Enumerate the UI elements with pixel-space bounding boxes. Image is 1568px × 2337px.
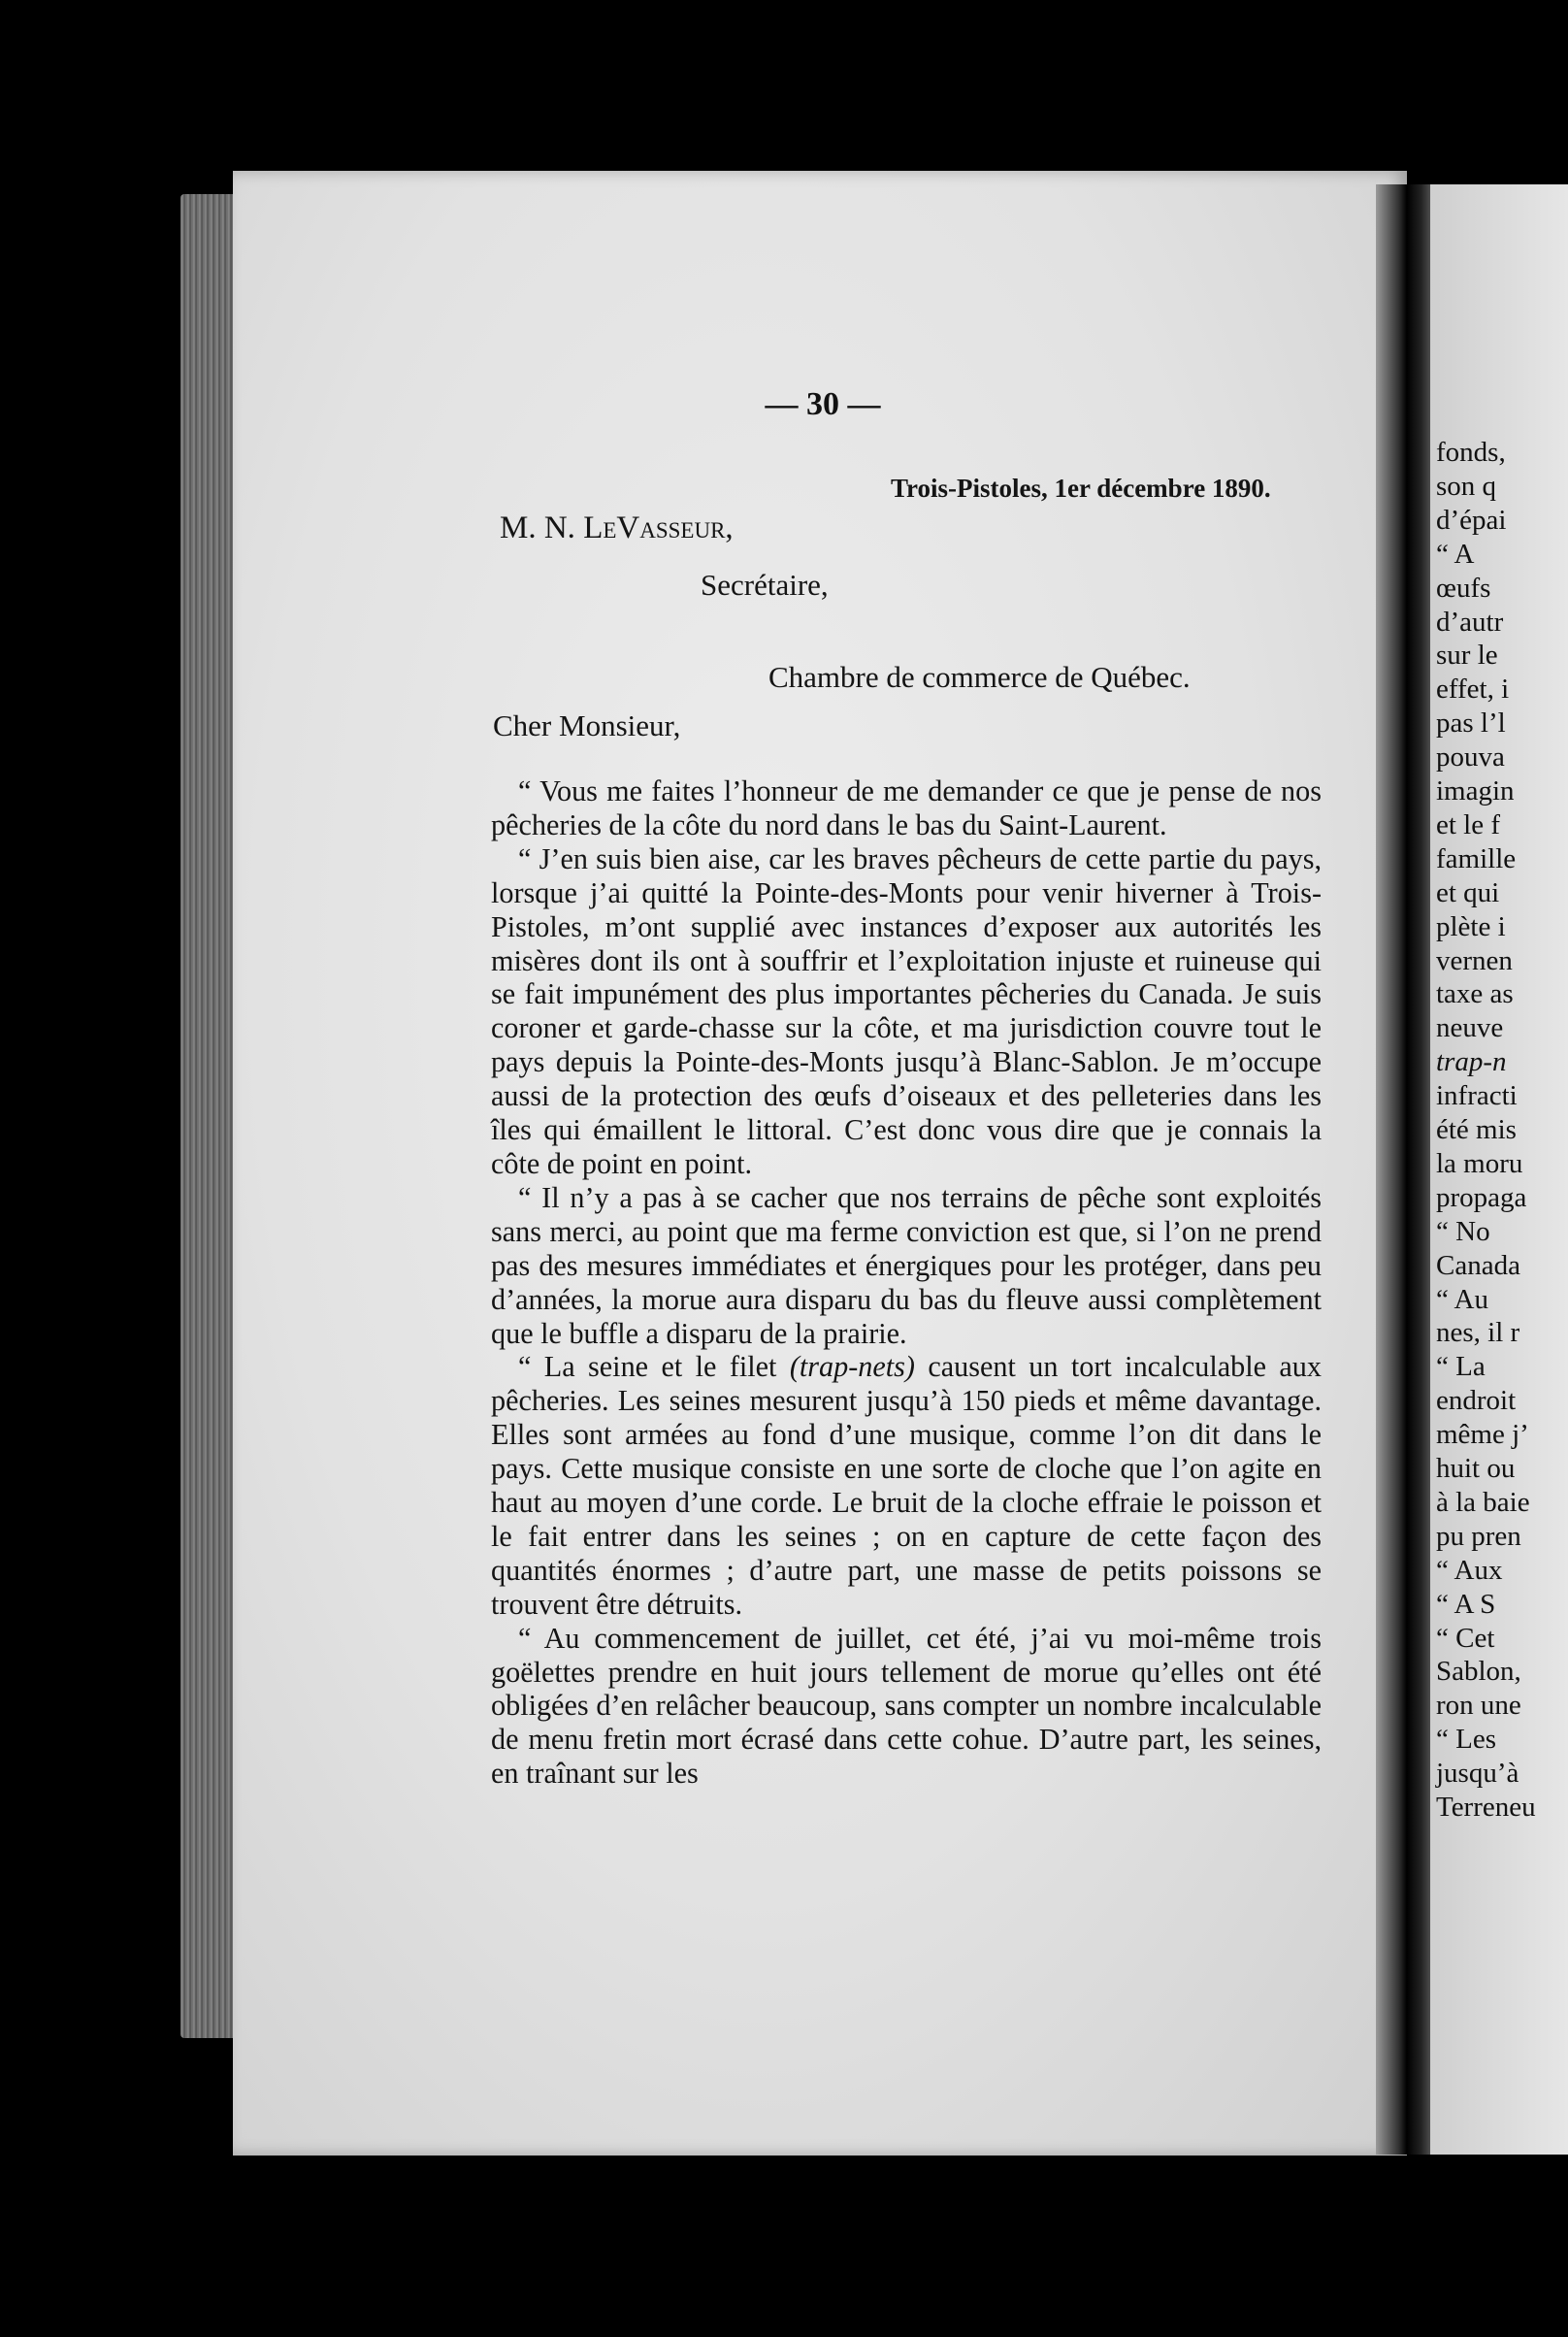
facing-page-fragment: sur le [1436,640,1498,672]
facing-page-fragment: “ Aux [1436,1554,1503,1586]
facing-page-fragment: propaga [1436,1181,1527,1213]
facing-page-fragment: Canada [1436,1249,1520,1281]
facing-page-fragment: taxe as [1436,978,1514,1010]
facing-page-fragment: et qui [1436,876,1500,908]
facing-page-fragment: “ Au [1436,1283,1488,1315]
facing-page-fragment: “ A S [1436,1588,1496,1620]
book-gutter [1376,184,1432,2155]
facing-page-fragment: famille [1436,842,1517,874]
facing-page-fragment: d’autr [1436,606,1504,638]
facing-page-fragment: ron une [1436,1690,1521,1722]
addressee-organization: Chambre de commerce de Québec. [768,660,1191,694]
facing-page-fragment: infracti [1436,1080,1518,1112]
facing-page-fragment: nes, il r [1436,1317,1520,1349]
facing-page-fragment: fonds, [1436,437,1506,468]
facing-page-fragment: jusqu’à [1436,1758,1519,1790]
facing-page-fragment: “ Les [1436,1724,1496,1756]
dateline: Trois-Pistoles, 1er décembre 1890. [891,474,1271,503]
italic-term: (trap-nets) [789,1350,915,1384]
facing-page [1430,184,1568,2155]
facing-page-fragment: “ A [1436,538,1475,570]
page-number: — 30 — [765,386,881,422]
facing-page-fragment: et le f [1436,808,1501,840]
salutation: Cher Monsieur, [493,708,681,742]
paragraph-text: “ La seine et le filet [518,1350,790,1384]
facing-page-fragment: plète i [1436,910,1506,942]
facing-page-fragment: huit ou [1436,1453,1516,1484]
facing-page-fragment: pas l’l [1436,708,1506,740]
addressee [500,510,734,547]
facing-page-fragment: Terreneu [1436,1792,1536,1823]
facing-page-fragment: Sablon, [1436,1656,1521,1688]
paragraph-text: causent un tort incalculable aux pêcheries. Les seines mesurent jusqu’à 150 pieds et même davantage. Elles sont armées au fond d’une musique, comme l’on dit dans le pays. Cette musique consiste en une sorte de cloche que l’on agite en haut au moyen d’une corde. Le bruit de la cloche effraie le poisson et le fait entrer dans les seines ; on en capture de cette façon des quantités énormes ; d’autre part, une masse de petits poissons se trouvent être détruits. [491,1350,1322,1621]
paragraph: “ Vous me faites l’honneur de me demander ce que je pense de nos pêcheries de la côte du nord dans le bas du Saint-Laurent. [491,774,1322,841]
addressee-title: Secrétaire, [701,568,829,602]
paragraph: “ Il n’y a pas à se cacher que nos terrains de pêche sont exploités sans merci, au point que ma ferme conviction est que, si l’on ne prend pas des mesures immédiates et énergiques pour les protéger, dans peu d’années, la morue aura disparu du bas du fleuve aussi complètement que le buffle a disparu de la prairie. [491,1180,1322,1350]
facing-page-fragment: neuve [1436,1012,1504,1044]
facing-page-fragment: “ No [1436,1215,1490,1247]
facing-page-fragment: effet, i [1436,674,1510,706]
facing-page-fragment: d’épai [1436,504,1507,536]
facing-page-fragment: œufs [1436,572,1491,604]
page-edge [180,194,239,2038]
facing-page-fragment: trap-n [1436,1046,1507,1078]
addressee-prefix: M. N. [500,510,584,545]
facing-page-fragment: à la baie [1436,1486,1530,1518]
facing-page-fragment: “ Cet [1436,1622,1495,1654]
paragraph: “ J’en suis bien aise, car les braves pêcheurs de cette partie du pays, lorsque j’ai quitté la Pointe-des-Monts pour venir hiverner à Trois-Pistoles, m’ont supplié avec instances d’exposer aux autorités les misères dont ils ont à souffrir et l’exploitation injuste et ruineuse qui se fait impunément des plus importantes pêcheries du Canada. Je suis coroner et garde-chasse sur la côte, et ma jurisdiction couvre tout le pays depuis la Pointe-des-Monts jusqu’à Blanc-Sablon. Je m’occupe aussi de la protection des œufs d’oiseaux et des pelleteries dans les îles qui émaillent le littoral. C’est donc vous dire que je connais la côte de point en point. [491,841,1322,1180]
facing-page-fragment: son q [1436,470,1497,502]
facing-page-fragment: pu pren [1436,1520,1521,1552]
letter-body [491,774,1322,1791]
facing-page-fragment: même j’ [1436,1419,1529,1451]
facing-page-fragment: “ La [1436,1351,1486,1383]
facing-page-fragment: été mis [1436,1114,1517,1145]
paragraph [491,1350,1322,1621]
facing-page-fragment: la moru [1436,1147,1523,1179]
paragraph: “ Au commencement de juillet, cet été, j’ai vu moi-même trois goëlettes prendre en huit jours tellement de morue qu’elles ont été obligées d’en relâcher beaucoup, sans compter un nombre incalculable de menu fretin mort écrasé dans cette cohue. D’autre part, les seines, en traînant sur les [491,1621,1322,1791]
facing-page-fragment: pouva [1436,741,1505,774]
addressee-name: LeVasseur, [583,510,734,545]
facing-page-fragment: imagin [1436,775,1515,806]
facing-page-fragment: endroit [1436,1385,1517,1417]
facing-page-fragment: vernen [1436,944,1513,976]
